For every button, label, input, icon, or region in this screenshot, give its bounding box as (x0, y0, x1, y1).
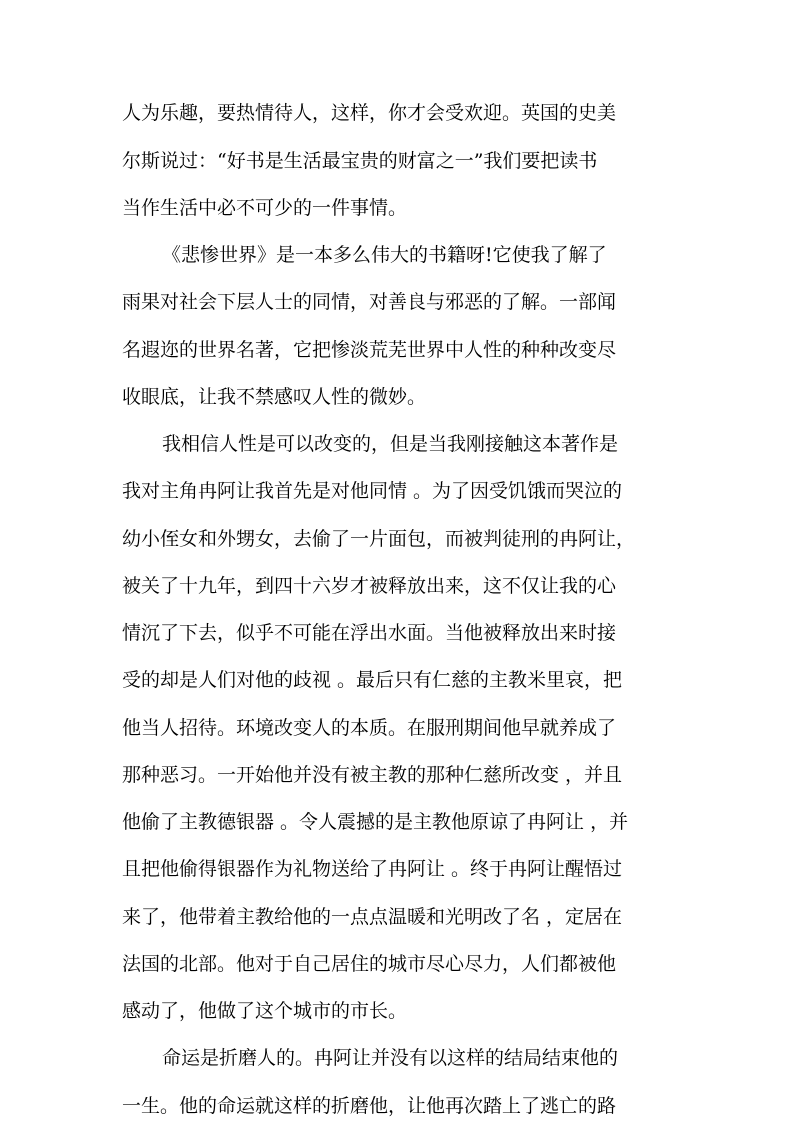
text-line: 一生。他的命运就这样的折磨他，让他再次踏上了逃亡的路 (122, 1095, 617, 1117)
text-line: 我相信人性是可以改变的，但是当我刚接触这本著作是 (162, 433, 619, 455)
text-line: 人为乐趣，要热情待人，这样，你才会受欢迎。英国的史美 (122, 102, 617, 124)
text-line: 法国的北部。他对于自己居住的城市尽心尽力，人们都被他 (122, 953, 617, 975)
text-line: 且把他偷得银器作为礼物送给了冉阿让 。终于冉阿让醒悟过 (122, 858, 623, 880)
text-line: 雨果对社会下层人士的同情，对善良与邪恶的了解。一部闻 (122, 291, 617, 313)
text-line: 感动了，他做了这个城市的市长。 (122, 1000, 408, 1022)
text-line: 尔斯说过：“好书是生活最宝贵的财富之一”我们要把读书 (122, 150, 598, 172)
text-line: 命运是折磨人的。冉阿让并没有以这样的结局结束他的 (162, 1047, 619, 1069)
text-line: 受的却是人们对他的歧视 。最后只有仁慈的主教米里哀，把 (122, 669, 623, 691)
text-line: 来了，他带着主教给他的一点点温暖和光明改了名 ，定居在 (122, 906, 623, 928)
text-line: 那种恶习。一开始他并没有被主教的那种仁慈所改变 ，并且 (122, 764, 623, 786)
text-line: 我对主角冉阿让我首先是对他同情 。为了因受饥饿而哭泣的 (122, 480, 623, 502)
text-line: 收眼底，让我不禁感叹人性的微妙。 (122, 386, 427, 408)
text-line: 他当人招待。环境改变人的本质。在服刑期间他早就养成了 (122, 717, 617, 739)
text-line: 情沉了下去，似乎不可能在浮出水面。当他被释放出来时接 (122, 622, 617, 644)
text-line: 被关了十九年，到四十六岁才被释放出来，这不仅让我的心 (122, 575, 617, 597)
text-line: 幼小侄女和外甥女，去偷了一片面包，而被判徒刑的冉阿让， (122, 528, 636, 550)
text-line: 他偷了主教德银器 。令人震撼的是主教他原谅了冉阿让 ，并 (122, 811, 629, 833)
text-line: 当作生活中必不可少的一件事情。 (122, 197, 408, 219)
text-line: 名遐迩的世界名著，它把惨淡荒芜世界中人性的种种改变尽 (122, 339, 617, 361)
text-line: 《悲惨世界》是一本多么伟大的书籍呀!它使我了解了 (162, 244, 607, 266)
